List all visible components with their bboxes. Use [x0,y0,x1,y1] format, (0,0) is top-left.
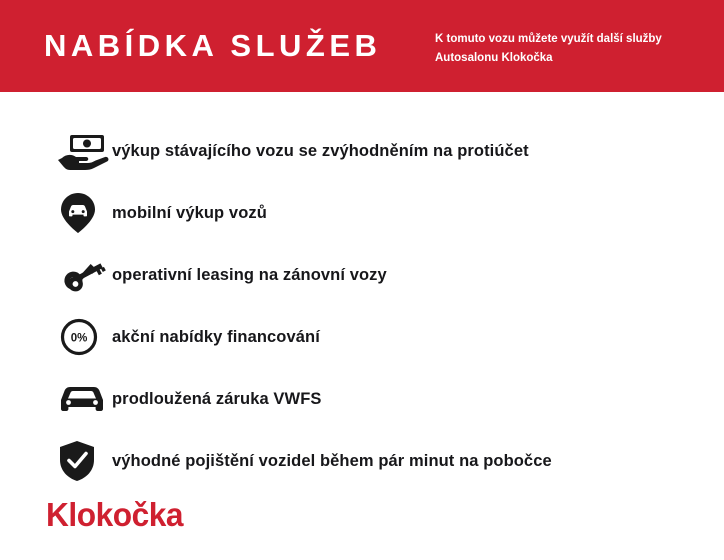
header-banner [0,0,724,92]
car-front-icon [58,377,112,421]
keys-icon [58,253,112,297]
list-item [0,368,724,430]
list-item-label: výhodné pojištění vozidel během pár minut na pobočce [112,451,552,470]
list-item [0,306,724,368]
svg-text:0%: 0% [70,332,88,345]
list-item [0,120,724,182]
list-item-label: akční nabídky financování [112,327,320,346]
list-item-label: prodloužená záruka VWFS [112,389,322,408]
list-item [0,182,724,244]
page-title: NABÍDKA SLUŽEB [44,28,382,63]
list-item-label: mobilní výkup vozů [112,203,267,222]
header-subtitle: K tomuto vozu můžete využít další služby Autosalonu Klokočka [435,33,662,64]
list-item-label: operativní leasing na zánovní vozy [112,265,387,284]
list-item [0,430,724,492]
cash-hand-icon [58,129,112,173]
shield-check-icon [58,439,112,483]
zero-percent-icon [58,315,112,359]
brand-logo: Klokočka [46,496,184,533]
services-list [0,92,724,492]
car-map-pin-icon [58,191,112,235]
footer [0,492,724,560]
list-item [0,244,724,306]
list-item-label: výkup stávajícího vozu se zvýhodněním na protiúčet [112,141,529,160]
